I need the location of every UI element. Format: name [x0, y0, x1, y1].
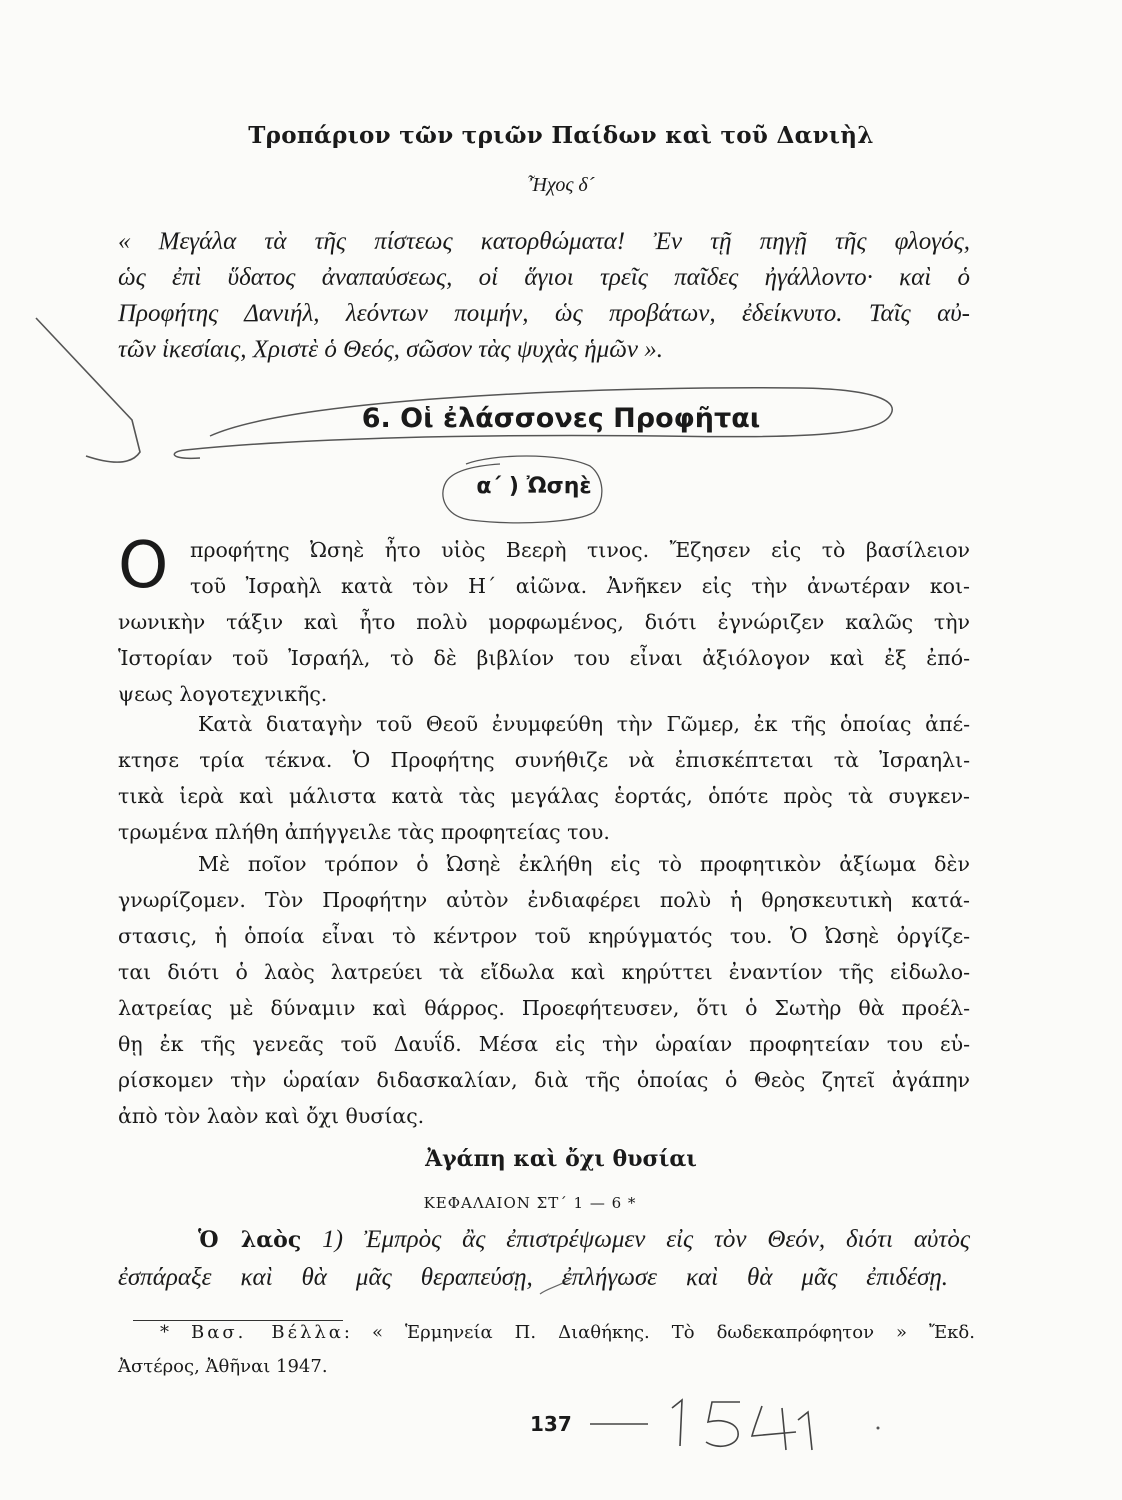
body-line: προφήτης Ὠσηὲ ἦτο υἱὸς Βεερὴ τινος. Ἔζησεν εἰς τὸ βασίλειον [190, 538, 970, 562]
verse-text: 1) Ἐμπρὸς ἂς ἐπιστρέψωμεν εἰς τὸν Θεόν, διότι αὐτὸς [301, 1226, 971, 1253]
verse-line: ἐσπάραξε καὶ θὰ μᾶς θεραπεύσῃ, ἐπλήγωσε καὶ θὰ μᾶς ἐπιδέσῃ. [118, 1264, 948, 1291]
body-line: τικὰ ἱερὰ καὶ μάλιστα κατὰ τὰς μεγάλας ἑορτάς, ὁπότε πρὸς τὰ συγκεν- [118, 784, 970, 808]
chapter-heading: Ἀγάπη καὶ ὄχι θυσίαι [425, 1146, 697, 1172]
body-line: στασις, ἡ ὁποία εἶναι τὸ κέντρον τοῦ κηρύγματός του. Ὁ Ὠσηὲ ὀργίζε- [118, 924, 970, 948]
margin-bracket-mark [36, 318, 140, 462]
body-line: κτησε τρία τέκνα. Ὁ Προφήτης συνήθιζε νὰ ἐπισκέπτεται τὰ Ἰσραηλι- [118, 748, 970, 772]
drop-cap: Ο [118, 529, 169, 603]
page-number: 137 [530, 1412, 572, 1436]
body-line: Ἱστορίαν τοῦ Ἰσραήλ, τὸ δὲ βιβλίον του εἶναι ἀξιόλογον καὶ ἐξ ἐπό- [118, 646, 970, 670]
troparion-echos: Ἦχος δ´ [527, 174, 595, 196]
section-heading: 6. Οἱ ἐλάσσονες Προφῆται [361, 403, 761, 434]
troparion-line: ὡς ἐπὶ ὕδατος ἀναπαύσεως, οἱ ἅγιοι τρεῖς παῖδες ἠγάλλοντο· καὶ ὁ [118, 264, 970, 291]
troparion-line: Προφήτης Δανιήλ, λεόντων ποιμήν, ὡς προβάτων, ἐδείκνυτο. Ταῖς αὐ- [118, 300, 970, 327]
body-line: ἀπὸ τὸν λαὸν καὶ ὄχι θυσίας. [118, 1104, 425, 1128]
body-line: τρωμένα πλήθη ἀπήγγειλε τὰς προφητείας του. [118, 820, 610, 844]
footnote-marker: * [160, 1322, 191, 1343]
body-line: θῃ ἐκ τῆς γενεᾶς τοῦ Δαυΐδ. Μέσα εἰς τὴν ὡραίαν προφητείαν του εὑ- [118, 1032, 970, 1056]
handwritten-digit-five [706, 1402, 740, 1446]
body-line: νωνικὴν τάξιν καὶ ἦτο πολὺ μορφωμένος, διότι ἐγνώριζεν καλῶς τὴν [118, 610, 970, 634]
chapter-reference: ΚΕΦΑΛΑΙΟΝ ΣΤ΄ 1 — 6 * [423, 1194, 637, 1212]
footnote-rule [133, 1320, 343, 1321]
footnote-title: : « Ἑρμηνεία Π. Διαθήκης. Τὸ δωδεκαπρόφητον » Ἔκδ. [343, 1322, 975, 1343]
heading-oval-mark [174, 388, 892, 459]
troparion-title: Τροπάριον τῶν τριῶν Παίδων καὶ τοῦ Δανιὴλ [248, 122, 874, 149]
body-line: Κατὰ διαταγὴν τοῦ Θεοῦ ἐνυμφεύθη τὴν Γῶμερ, ἐκ τῆς ὁποίας ἀπέ- [198, 712, 970, 736]
body-line: γνωρίζομεν. Τὸν Προφήτην αὐτὸν ἐνδιαφέρει πολὺ ἡ θρησκευτικὴ κατά- [118, 888, 970, 912]
verse-line [198, 1226, 970, 1254]
handwritten-stroke-mark [798, 1412, 812, 1450]
handwritten-dot-mark [877, 1427, 880, 1430]
handwritten-digit-four [752, 1406, 796, 1450]
troparion-line: « Μεγάλα τὰ τῆς πίστεως κατορθώματα! Ἐν τῇ πηγῇ τῆς φλογός, [118, 228, 970, 255]
subsection-heading: α΄ ) Ὠσηὲ [476, 474, 592, 499]
handwritten-digit-one [672, 1400, 682, 1446]
subheading-circle-mark [443, 456, 602, 523]
handwritten-page-number [590, 1392, 890, 1454]
body-line: ρίσκομεν τὴν ὡραίαν διδασκαλίαν, διὰ τῆς ὁποίας ὁ Θεὸς ζητεῖ ἀγάπην [118, 1068, 970, 1092]
body-line: ται διότι ὁ λαὸς λατρεύει τὰ εἴδωλα καὶ κηρύττει ἐναντίον τῆς εἰδωλο- [118, 960, 970, 984]
footnote-line [160, 1322, 975, 1343]
verse-speaker-label: Ὁ λαὸς [198, 1227, 302, 1253]
body-line: Μὲ ποῖον τρόπον ὁ Ὠσηὲ ἐκλήθη εἰς τὸ προφητικὸν ἀξίωμα δὲν [198, 852, 970, 876]
body-line: ψεως λογοτεχνικῆς. [118, 682, 328, 706]
footnote-author: Βασ. Βέλλα [191, 1322, 344, 1343]
troparion-line: τῶν ἱκεσίαις, Χριστὲ ὁ Θεός, σῶσον τὰς ψυχὰς ἡμῶν ». [118, 336, 663, 363]
footnote-line: Ἀστέρος, Ἀθῆναι 1947. [118, 1356, 328, 1377]
body-line: τοῦ Ἰσραὴλ κατὰ τὸν Η΄ αἰῶνα. Ἀνῆκεν εἰς τὴν ἀνωτέραν κοι- [190, 574, 970, 598]
body-line: λατρείας μὲ δύναμιν καὶ θάρρος. Προεφήτευσεν, ὅτι ὁ Σωτὴρ θὰ προέλ- [118, 996, 970, 1020]
